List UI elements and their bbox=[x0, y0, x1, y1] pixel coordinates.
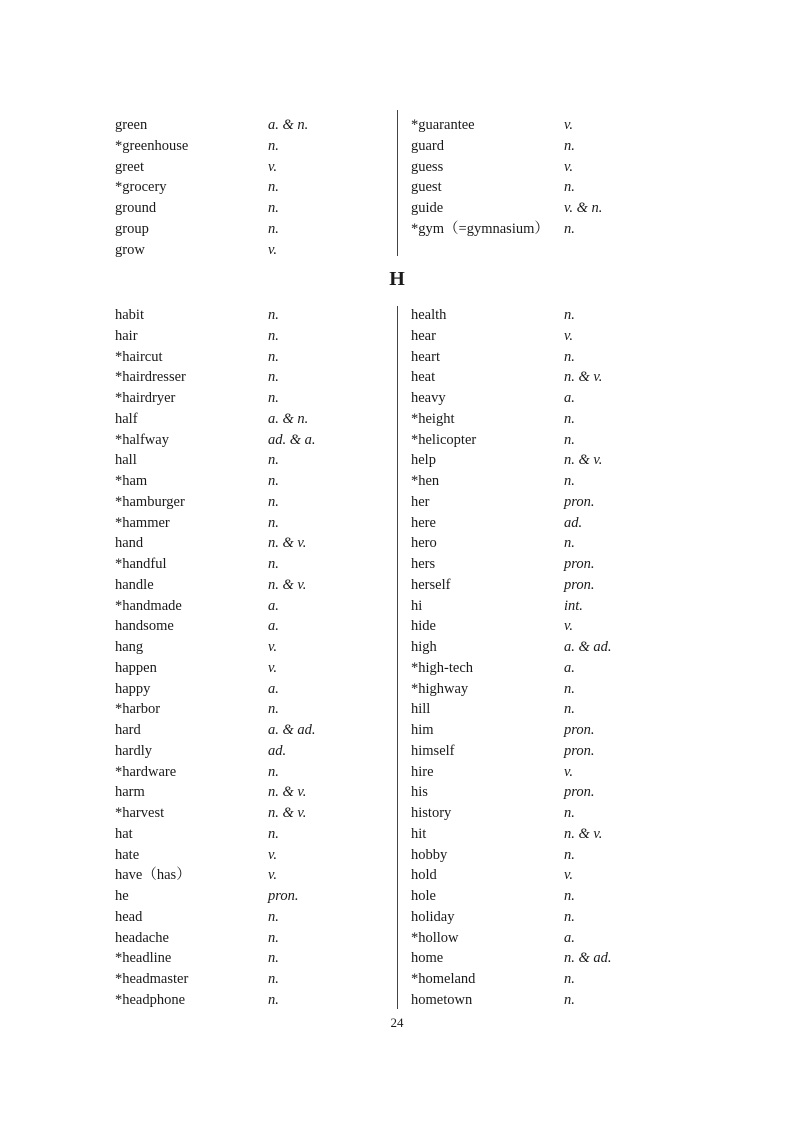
word-entry-row bbox=[115, 990, 405, 1011]
part-of-speech: n. bbox=[564, 888, 575, 904]
part-of-speech: a. bbox=[268, 597, 279, 614]
word-entry-row bbox=[411, 177, 701, 198]
part-of-speech: n. bbox=[268, 327, 279, 344]
word-entry-row bbox=[411, 219, 701, 240]
part-of-speech: a. & n. bbox=[268, 410, 309, 427]
part-of-speech: n. bbox=[564, 220, 575, 237]
word-text: harm bbox=[115, 784, 145, 801]
part-of-speech: n. bbox=[268, 452, 279, 469]
word-text: himself bbox=[411, 742, 455, 759]
part-of-speech: n. bbox=[564, 179, 575, 196]
part-of-speech: a. bbox=[564, 929, 575, 946]
part-of-speech: v. bbox=[564, 158, 573, 175]
part-of-speech: pron. bbox=[564, 576, 595, 593]
word-text: holiday bbox=[411, 908, 455, 925]
part-of-speech: n. & v. bbox=[564, 825, 603, 842]
word-text: history bbox=[411, 805, 452, 821]
word-text: guard bbox=[411, 137, 445, 154]
word-entry-row bbox=[411, 430, 701, 451]
word-entry-row bbox=[411, 115, 701, 136]
word-text: *gym（=gymnasium） bbox=[411, 220, 549, 237]
word-text: hair bbox=[115, 327, 138, 344]
word-entry-row bbox=[115, 450, 405, 471]
word-entry-row bbox=[411, 845, 701, 866]
word-entry-row bbox=[411, 928, 701, 949]
word-entry-row bbox=[115, 492, 405, 513]
word-entry-row bbox=[115, 198, 405, 219]
part-of-speech: v. bbox=[268, 639, 277, 655]
h-section-left-column bbox=[115, 305, 405, 1011]
word-text: habit bbox=[115, 307, 144, 323]
word-entry-row bbox=[411, 450, 701, 471]
part-of-speech: n. bbox=[564, 701, 575, 718]
word-entry-row bbox=[115, 136, 405, 157]
word-text: *grocery bbox=[115, 179, 167, 196]
word-entry-row bbox=[115, 741, 405, 762]
part-of-speech: n. bbox=[268, 200, 279, 216]
part-of-speech: n. bbox=[564, 971, 575, 987]
part-of-speech: ad. & a. bbox=[268, 431, 316, 448]
part-of-speech: ad. bbox=[268, 742, 287, 759]
word-entry-row bbox=[411, 637, 701, 658]
word-entry-row bbox=[411, 990, 701, 1011]
word-text: heart bbox=[411, 348, 440, 365]
column-divider-h-section bbox=[397, 306, 398, 1009]
part-of-speech: n. bbox=[564, 348, 575, 365]
word-entry-row bbox=[411, 305, 701, 326]
word-text: hobby bbox=[411, 846, 448, 863]
word-entry-row bbox=[115, 575, 405, 596]
word-text: happen bbox=[115, 659, 157, 676]
word-entry-row bbox=[411, 596, 701, 617]
word-text: *hen bbox=[411, 473, 440, 489]
part-of-speech: v. bbox=[564, 763, 573, 780]
word-entry-row bbox=[115, 533, 405, 554]
word-entry-row bbox=[411, 969, 701, 990]
word-text: handsome bbox=[115, 618, 174, 635]
part-of-speech: n. & v. bbox=[268, 805, 307, 821]
word-text: hand bbox=[115, 535, 144, 552]
part-of-speech: n. bbox=[268, 220, 279, 237]
part-of-speech: n. bbox=[268, 390, 279, 406]
word-text: guest bbox=[411, 179, 442, 196]
part-of-speech: v. bbox=[564, 867, 573, 884]
word-text: hard bbox=[115, 722, 141, 738]
word-entry-row bbox=[411, 198, 701, 219]
part-of-speech: n. bbox=[564, 535, 575, 552]
word-entry-row bbox=[411, 720, 701, 741]
word-text: hit bbox=[411, 825, 427, 842]
word-entry-row bbox=[411, 347, 701, 368]
word-text: *greenhouse bbox=[115, 137, 189, 154]
part-of-speech: n. bbox=[268, 493, 279, 510]
word-text: head bbox=[115, 908, 143, 925]
word-entry-row bbox=[411, 886, 701, 907]
word-entry-row bbox=[115, 471, 405, 492]
word-entry-row bbox=[115, 658, 405, 679]
word-text: *headline bbox=[115, 950, 172, 967]
word-entry-row bbox=[115, 240, 405, 261]
word-text: *hammer bbox=[115, 514, 170, 531]
section-header-h: H bbox=[389, 268, 405, 290]
word-entry-row bbox=[115, 803, 405, 824]
word-text: *handmade bbox=[115, 597, 182, 614]
part-of-speech: n. bbox=[564, 908, 575, 925]
word-entry-row bbox=[115, 157, 405, 178]
word-text: *helicopter bbox=[411, 431, 477, 448]
word-text: *hairdresser bbox=[115, 369, 186, 386]
word-entry-row bbox=[115, 637, 405, 658]
part-of-speech: n. & v. bbox=[268, 576, 307, 593]
word-text: *homeland bbox=[411, 971, 476, 987]
part-of-speech: a. & ad. bbox=[268, 722, 316, 738]
part-of-speech: n. bbox=[564, 307, 575, 323]
part-of-speech: n. bbox=[268, 701, 279, 718]
word-text: happy bbox=[115, 680, 151, 697]
part-of-speech: n. bbox=[268, 929, 279, 946]
part-of-speech: v. bbox=[268, 867, 277, 884]
word-text: him bbox=[411, 722, 434, 738]
part-of-speech: a. & n. bbox=[268, 117, 309, 133]
word-text: hers bbox=[411, 556, 436, 572]
part-of-speech: a. bbox=[564, 390, 575, 406]
word-entry-row bbox=[115, 969, 405, 990]
word-text: *harbor bbox=[115, 701, 161, 718]
part-of-speech: n. bbox=[268, 763, 279, 780]
word-entry-row bbox=[115, 824, 405, 845]
word-entry-row bbox=[115, 367, 405, 388]
word-entry-row bbox=[411, 554, 701, 575]
part-of-speech: a. bbox=[564, 659, 575, 676]
part-of-speech: n. bbox=[564, 680, 575, 697]
word-text: hang bbox=[115, 639, 144, 655]
part-of-speech: n. bbox=[268, 369, 279, 386]
word-entry-row bbox=[115, 219, 405, 240]
word-text: hall bbox=[115, 452, 137, 469]
part-of-speech: n. & v. bbox=[564, 369, 603, 386]
part-of-speech: n. bbox=[268, 991, 279, 1008]
word-text: guide bbox=[411, 200, 444, 216]
word-text: health bbox=[411, 307, 447, 323]
word-entry-row bbox=[411, 492, 701, 513]
word-entry-row bbox=[115, 347, 405, 368]
word-entry-row bbox=[115, 679, 405, 700]
word-entry-row bbox=[115, 554, 405, 575]
word-entry-row bbox=[411, 803, 701, 824]
part-of-speech: v. & n. bbox=[564, 200, 603, 216]
word-text: *hollow bbox=[411, 929, 459, 946]
part-of-speech: v. bbox=[268, 659, 277, 676]
part-of-speech: v. bbox=[564, 618, 573, 635]
part-of-speech: n. & ad. bbox=[564, 950, 612, 967]
word-text: have（has） bbox=[115, 867, 191, 884]
part-of-speech: n. bbox=[564, 991, 575, 1008]
part-of-speech: n. bbox=[564, 846, 575, 863]
part-of-speech: n. bbox=[268, 950, 279, 967]
word-text: *high-tech bbox=[411, 659, 474, 676]
word-text: *guarantee bbox=[411, 117, 475, 133]
word-entry-row bbox=[411, 699, 701, 720]
part-of-speech: pron. bbox=[268, 888, 299, 904]
word-entry-row bbox=[411, 409, 701, 430]
word-entry-row bbox=[411, 865, 701, 886]
word-entry-row bbox=[115, 388, 405, 409]
part-of-speech: n. bbox=[564, 431, 575, 448]
part-of-speech: n. bbox=[268, 971, 279, 987]
word-text: high bbox=[411, 639, 437, 655]
word-text: guess bbox=[411, 158, 444, 175]
word-entry-row bbox=[411, 658, 701, 679]
part-of-speech: n. bbox=[564, 473, 575, 489]
word-entry-row bbox=[115, 845, 405, 866]
word-text: heavy bbox=[411, 390, 446, 406]
word-text: hold bbox=[411, 867, 437, 884]
word-text: hi bbox=[411, 597, 423, 614]
word-entry-row bbox=[411, 679, 701, 700]
word-text: here bbox=[411, 514, 436, 531]
part-of-speech: int. bbox=[564, 597, 583, 614]
part-of-speech: a. bbox=[268, 680, 279, 697]
part-of-speech: v. bbox=[268, 158, 277, 175]
word-text: hire bbox=[411, 763, 434, 780]
word-text: heat bbox=[411, 369, 436, 386]
word-entry-row bbox=[115, 596, 405, 617]
part-of-speech: n. bbox=[564, 137, 575, 154]
word-text: hole bbox=[411, 888, 436, 904]
part-of-speech: n. bbox=[268, 137, 279, 154]
word-entry-row bbox=[411, 367, 701, 388]
word-entry-row bbox=[115, 699, 405, 720]
part-of-speech: n. bbox=[564, 805, 575, 821]
word-text: her bbox=[411, 493, 430, 510]
word-text: grow bbox=[115, 241, 145, 258]
word-text: hide bbox=[411, 618, 436, 635]
part-of-speech: v. bbox=[564, 117, 573, 133]
word-entry-row bbox=[115, 177, 405, 198]
word-entry-row bbox=[115, 907, 405, 928]
part-of-speech: n. bbox=[268, 473, 279, 489]
part-of-speech: pron. bbox=[564, 784, 595, 801]
word-text: *hardware bbox=[115, 763, 177, 780]
word-entry-row bbox=[411, 907, 701, 928]
part-of-speech: pron. bbox=[564, 556, 595, 572]
word-text: help bbox=[411, 452, 436, 469]
part-of-speech: n. bbox=[564, 410, 575, 427]
part-of-speech: pron. bbox=[564, 742, 595, 759]
word-text: he bbox=[115, 888, 129, 904]
word-text: *hairdryer bbox=[115, 390, 176, 406]
word-text: hardly bbox=[115, 742, 153, 759]
word-text: headache bbox=[115, 929, 169, 946]
word-entry-row bbox=[411, 616, 701, 637]
word-text: handle bbox=[115, 576, 154, 593]
part-of-speech: n. bbox=[268, 556, 279, 572]
word-text: green bbox=[115, 117, 148, 133]
word-entry-row bbox=[411, 157, 701, 178]
word-entry-row bbox=[411, 741, 701, 762]
word-text: hate bbox=[115, 846, 140, 863]
word-entry-row bbox=[115, 762, 405, 783]
part-of-speech: n. bbox=[268, 307, 279, 323]
word-text: hat bbox=[115, 825, 133, 842]
word-text: *height bbox=[411, 410, 455, 427]
part-of-speech: v. bbox=[564, 327, 573, 344]
part-of-speech: n. bbox=[268, 179, 279, 196]
part-of-speech: v. bbox=[268, 241, 277, 258]
part-of-speech: n. & v. bbox=[268, 784, 307, 801]
word-entry-row bbox=[411, 575, 701, 596]
top-section-left-column bbox=[115, 115, 405, 260]
word-text: hometown bbox=[411, 991, 473, 1008]
column-divider-top bbox=[397, 110, 398, 256]
word-text: *hamburger bbox=[115, 493, 185, 510]
word-text: herself bbox=[411, 576, 451, 593]
h-section-right-column bbox=[411, 305, 701, 1011]
part-of-speech: n. & v. bbox=[564, 452, 603, 469]
part-of-speech: ad. bbox=[564, 514, 583, 531]
word-text: hear bbox=[411, 327, 436, 344]
part-of-speech: pron. bbox=[564, 722, 595, 738]
word-text: hill bbox=[411, 701, 431, 718]
word-entry-row bbox=[411, 513, 701, 534]
word-entry-row bbox=[115, 865, 405, 886]
top-section-right-column bbox=[411, 115, 701, 240]
word-entry-row bbox=[115, 948, 405, 969]
word-entry-row bbox=[115, 430, 405, 451]
page-number: 24 bbox=[390, 1015, 404, 1030]
word-text: his bbox=[411, 784, 428, 801]
word-entry-row bbox=[115, 115, 405, 136]
word-text: *halfway bbox=[115, 431, 169, 448]
word-entry-row bbox=[411, 136, 701, 157]
word-text: home bbox=[411, 950, 444, 967]
part-of-speech: n. bbox=[268, 514, 279, 531]
part-of-speech: n. bbox=[268, 908, 279, 925]
word-entry-row bbox=[115, 886, 405, 907]
part-of-speech: n. bbox=[268, 825, 279, 842]
word-entry-row bbox=[115, 720, 405, 741]
word-text: *headphone bbox=[115, 991, 186, 1008]
word-entry-row bbox=[115, 409, 405, 430]
word-entry-row bbox=[411, 471, 701, 492]
word-text: *headmaster bbox=[115, 971, 189, 987]
word-text: *haircut bbox=[115, 348, 163, 365]
word-text: *highway bbox=[411, 680, 469, 697]
word-entry-row bbox=[411, 388, 701, 409]
word-text: *harvest bbox=[115, 805, 165, 821]
word-entry-row bbox=[115, 326, 405, 347]
word-entry-row bbox=[411, 948, 701, 969]
word-text: ground bbox=[115, 200, 157, 216]
word-entry-row bbox=[411, 533, 701, 554]
word-entry-row bbox=[115, 782, 405, 803]
word-text: *ham bbox=[115, 473, 148, 489]
word-entry-row bbox=[115, 513, 405, 534]
word-entry-row bbox=[115, 305, 405, 326]
word-text: group bbox=[115, 220, 149, 237]
word-entry-row bbox=[115, 616, 405, 637]
word-text: greet bbox=[115, 158, 144, 175]
word-entry-row bbox=[411, 782, 701, 803]
word-entry-row bbox=[411, 326, 701, 347]
part-of-speech: a. bbox=[268, 618, 279, 635]
word-text: *handful bbox=[115, 556, 167, 572]
word-entry-row bbox=[115, 928, 405, 949]
word-text: half bbox=[115, 410, 138, 427]
word-entry-row bbox=[411, 762, 701, 783]
word-entry-row bbox=[411, 824, 701, 845]
part-of-speech: v. bbox=[268, 846, 277, 863]
word-text: hero bbox=[411, 535, 437, 552]
part-of-speech: n. & v. bbox=[268, 535, 307, 552]
part-of-speech: pron. bbox=[564, 493, 595, 510]
part-of-speech: a. & ad. bbox=[564, 639, 612, 655]
part-of-speech: n. bbox=[268, 348, 279, 365]
